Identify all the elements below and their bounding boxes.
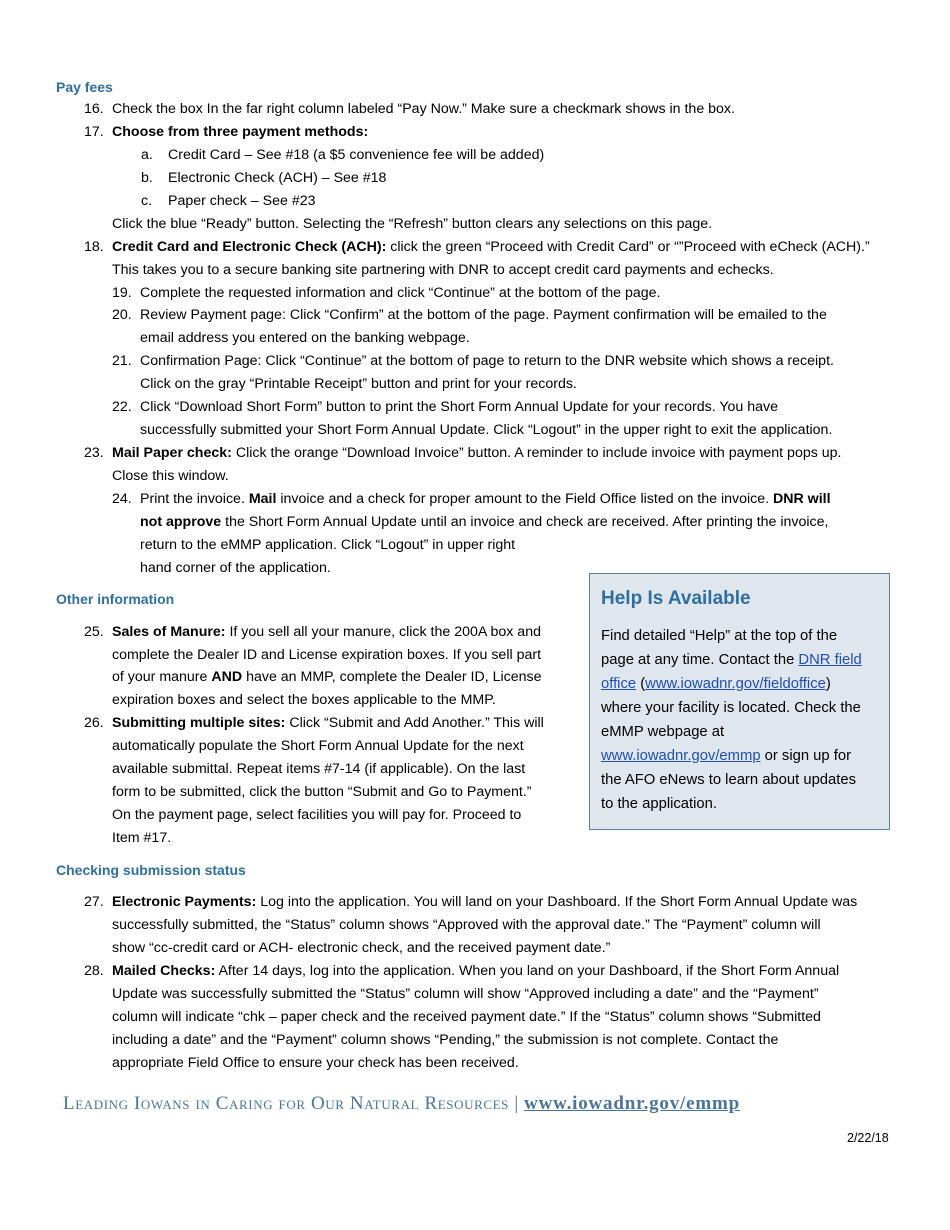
help-text: page at any time. Contact the DNR field <box>601 652 862 668</box>
dnr-field-office-link[interactable]: DNR field <box>798 652 862 668</box>
item-number: 25. <box>84 624 104 640</box>
item-number: 26. <box>84 715 104 731</box>
item-26-text: Submitting multiple sites: Click “Submit and Add Another.” This will <box>112 715 544 731</box>
document-date: 2/22/18 <box>847 1131 889 1145</box>
item-letter: c. <box>141 193 153 209</box>
item-letter: b. <box>141 170 153 186</box>
item-number: 20. <box>112 307 132 323</box>
item-25-text-cont: of your manure AND have an MMP, complete the Dealer ID, License <box>112 669 542 685</box>
item-number: 23. <box>84 445 104 461</box>
help-title: Help Is Available <box>601 588 751 609</box>
help-text: Find detailed “Help” at the top of the <box>601 628 838 644</box>
item-26-text-cont: available submittal. Repeat items #7-14 (if applicable). On the last <box>112 761 526 777</box>
item-22-text-cont: successfully submitted your Short Form Annual Update. Click “Logout” in the upper right to exit the application. <box>140 422 833 438</box>
item-25-text-cont: expiration boxes and select the boxes applicable to the MMP. <box>112 692 496 708</box>
item-22-text: Click “Download Short Form” button to print the Short Form Annual Update for your records. You have <box>140 399 778 415</box>
item-number: 16. <box>84 101 104 117</box>
help-text: www.iowadnr.gov/emmp or sign up for <box>601 748 852 764</box>
item-number: 24. <box>112 491 132 507</box>
item-number: 28. <box>84 963 104 979</box>
item-26-text-cont: On the payment page, select facilities you will pay for. Proceed to <box>112 807 522 823</box>
item-23-text: Mail Paper check: Click the orange “Download Invoice” button. A reminder to include invoice with payment pops up. <box>112 445 842 461</box>
footer-tagline: Leading Iowans in Caring for Our Natural Resources | www.iowadnr.gov/emmp <box>63 1093 740 1114</box>
item-23-text-cont: Close this window. <box>112 468 229 484</box>
item-number: 27. <box>84 894 104 910</box>
item-24-text-cont: hand corner of the application. <box>140 560 331 576</box>
item-25-text-cont: complete the Dealer ID and License expiration boxes. If you sell part <box>112 647 542 663</box>
help-text: to the application. <box>601 796 717 812</box>
fieldoffice-url-link[interactable]: www.iowadnr.gov/fieldoffice <box>645 676 826 692</box>
section-heading-checking-submission-status: Checking submission status <box>56 862 246 878</box>
item-21-text-cont: Click on the gray “Printable Receipt” button and print for your records. <box>140 376 577 392</box>
item-24-text-cont: not approve the Short Form Annual Update until an invoice and check are received. After printing the invoice, <box>140 514 829 530</box>
emmp-url-link[interactable]: www.iowadnr.gov/emmp <box>601 748 761 764</box>
item-25-text: Sales of Manure: If you sell all your manure, click the 200A box and <box>112 624 541 640</box>
item-26-text-cont: Item #17. <box>112 830 172 846</box>
item-28-text-cont: including a date” and the “Payment” column shows “Pending,” the submission is not complete. Contact the <box>112 1032 779 1048</box>
item-20-text: Review Payment page: Click “Confirm” at the bottom of the page. Payment confirmation will be emailed to the <box>140 307 827 323</box>
help-text: the AFO eNews to learn about updates <box>601 772 856 788</box>
item-28-text-cont: column will indicate “chk – paper check and the received payment date.” If the “Status” column shows “Submitted <box>112 1009 821 1025</box>
item-19-text: Complete the requested information and click “Continue” at the bottom of the page. <box>140 285 661 301</box>
item-number: 17. <box>84 124 104 140</box>
item-27-text: Electronic Payments: Log into the application. You will land on your Dashboard. If the Short Form Annual Update was <box>112 894 858 910</box>
help-text: office (www.iowadnr.gov/fieldoffice) <box>601 676 831 692</box>
item-number: 22. <box>112 399 132 415</box>
item-24-text-cont: return to the eMMP application. Click “Logout” in upper right <box>140 537 516 553</box>
help-text: where your facility is located. Check the <box>601 700 861 716</box>
item-16-text: Check the box In the far right column labeled “Pay Now.” Make sure a checkmark shows in the box. <box>112 101 735 117</box>
item-28-text: Mailed Checks: After 14 days, log into the application. When you land on your Dashboard, if the Short Form Annual <box>112 963 840 979</box>
item-17c-text: Paper check – See #23 <box>168 193 316 209</box>
item-27-text-cont: successfully submitted, the “Status” column shows “Approved with the approval date.” The “Payment” column will <box>112 917 821 933</box>
item-17-text: Choose from three payment methods: <box>112 124 369 140</box>
section-heading-pay-fees: Pay fees <box>56 79 113 95</box>
item-18-text: Credit Card and Electronic Check (ACH): click the green “Proceed with Credit Card” or “”Proceed with eCheck (ACH).” <box>112 239 870 255</box>
section-heading-other-information: Other information <box>56 591 175 607</box>
item-20-text-cont: email address you entered on the banking webpage. <box>140 330 470 346</box>
item-24-text: Print the invoice. Mail invoice and a check for proper amount to the Field Office listed on the invoice. DNR will <box>140 491 831 507</box>
dnr-field-office-link[interactable]: office <box>601 676 637 692</box>
item-number: 21. <box>112 353 132 369</box>
item-28-text-cont: appropriate Field Office to ensure your check has been received. <box>112 1055 519 1071</box>
item-17b-text: Electronic Check (ACH) – See #18 <box>168 170 387 186</box>
footer-emmp-link[interactable]: www.iowadnr.gov/emmp <box>524 1093 740 1114</box>
item-26-text-cont: automatically populate the Short Form Annual Update for the next <box>112 738 524 754</box>
item-27-text-cont: show “cc-credit card or ACH- electronic check, and the received payment date.” <box>112 940 611 956</box>
item-21-text: Confirmation Page: Click “Continue” at the bottom of page to return to the DNR website which shows a receipt. <box>140 353 834 369</box>
help-available-box <box>589 573 890 830</box>
item-number: 18. <box>84 239 104 255</box>
item-17-after-text: Click the blue “Ready” button. Selecting the “Refresh” button clears any selections on this page. <box>112 216 713 232</box>
item-28-text-cont: Update was successfully submitted the “Status” column will show “Approved including a date” and the “Payment” <box>112 986 819 1002</box>
item-18-text-cont: This takes you to a secure banking site partnering with DNR to accept credit card payments and echecks. <box>112 262 774 278</box>
item-number: 19. <box>112 285 132 301</box>
help-text: eMMP webpage at <box>601 724 725 740</box>
item-26-text-cont: form to be submitted, click the button “Submit and Go to Payment.” <box>112 784 532 800</box>
item-letter: a. <box>141 147 153 163</box>
item-17a-text: Credit Card – See #18 (a $5 convenience fee will be added) <box>168 147 545 163</box>
